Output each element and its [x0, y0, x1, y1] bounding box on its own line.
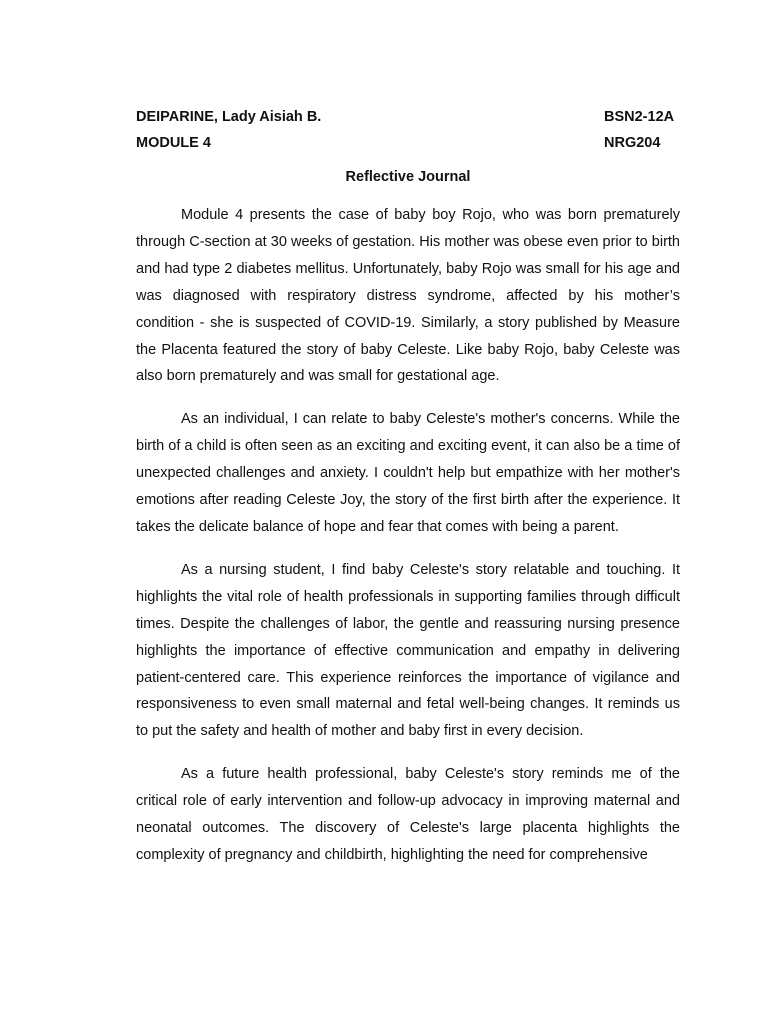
- course-code: NRG204: [604, 135, 661, 151]
- header-row-2: [136, 134, 680, 152]
- paragraph-3: As a nursing student, I find baby Celeste's story relatable and touching. It highlights the vital role of health professionals in supporting families through difficult times. Despite the challenges of labor, the gentle and reassuring nursing presence highlights the importance of effective communication and empathy in delivering patient-centered care. This experience reinforces the importance of vigilance and responsiveness to even small maternal and fetal well-being changes. It reminds us to put the safety and health of mother and baby first in every decision.: [136, 561, 680, 740]
- document-title: Reflective Journal: [345, 169, 471, 185]
- paragraph-2: As an individual, I can relate to baby Celeste's mother's concerns. While the birth of a child is often seen as an exciting and exciting event, it can also be a time of unexpected challenges and anxiety. I couldn't help but empathize with her mother's emotions after reading Celeste Joy, the story of the first birth after the experience. It takes the delicate balance of hope and fear that comes with being a parent.: [136, 411, 680, 535]
- module-label: MODULE 4: [136, 135, 211, 151]
- header-row-1: [136, 108, 680, 126]
- paragraph-4: As a future health professional, baby Celeste's story reminds me of the critical role of early intervention and follow-up advocacy in improving maternal and neonatal outcomes. The discovery of Celeste's large placenta highlights the complexity of pregnancy and childbirth, highlighting the need for comprehensive: [136, 766, 680, 863]
- student-section: BSN2-12A: [604, 109, 675, 125]
- paragraph-1: Module 4 presents the case of baby boy Rojo, who was born prematurely through C-section at 30 weeks of gestation. His mother was obese even prior to birth and had type 2 diabetes mellitus. Unfortunately, baby Rojo was small for his age and was diagnosed with respiratory distress syndrome, affected by his mother’s condition - she is suspected of COVID-19. Similarly, a story published by Measure the Placenta featured the story of baby Celeste. Like baby Rojo, baby Celeste was also born prematurely and was small for gestational age.: [136, 207, 680, 385]
- student-name: DEIPARINE, Lady Aisiah B.: [136, 109, 322, 125]
